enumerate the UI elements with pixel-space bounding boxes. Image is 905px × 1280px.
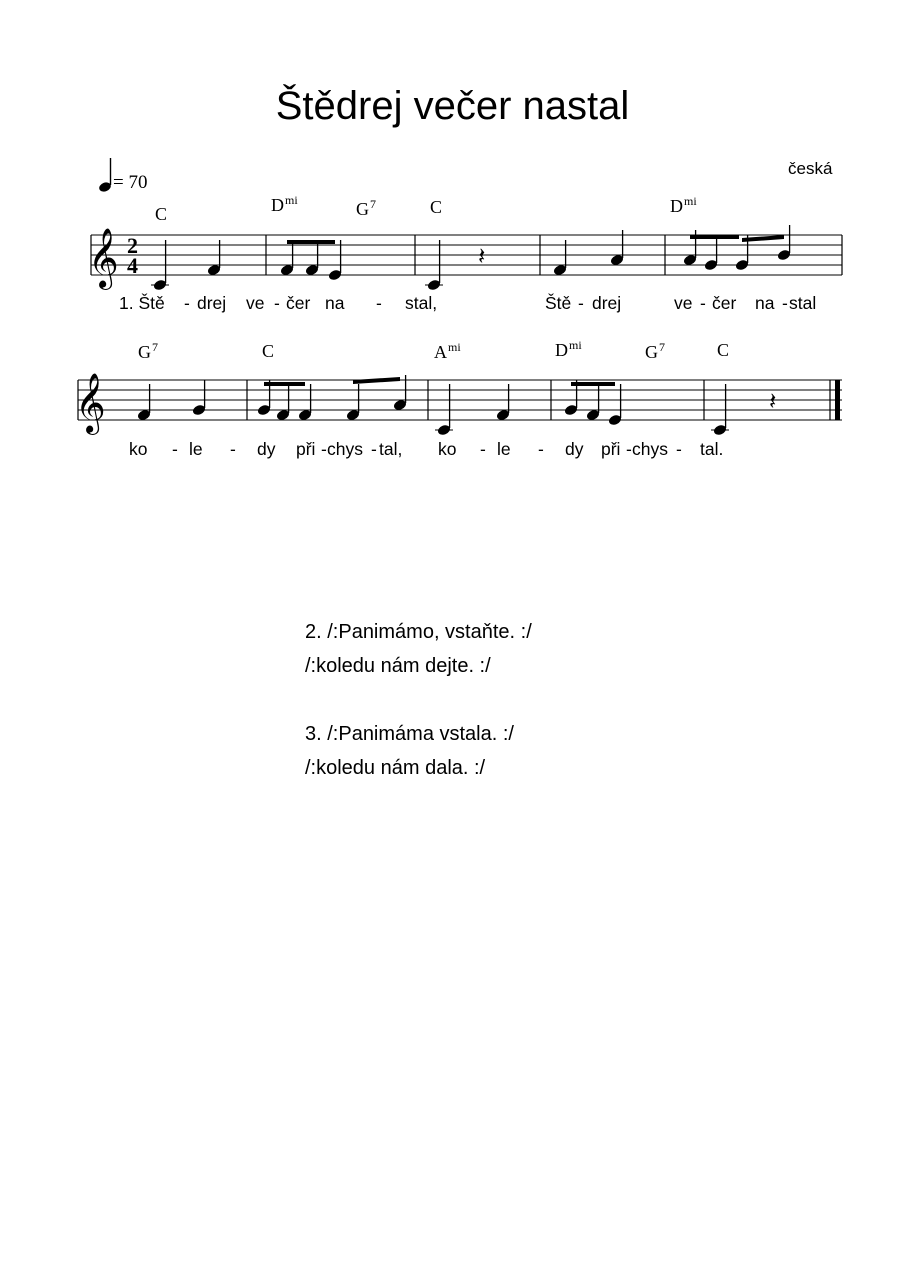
chord-symbol: $G^7$ [138,340,158,362]
lyric-hyphen: - [578,293,584,313]
lyric-syllable: dy [257,439,276,459]
quarter-note-icon [777,225,792,261]
lyric-syllable: tal, [379,439,403,459]
lyric-syllable: chys [327,439,363,459]
lyric-syllable: na [755,293,775,313]
lyric-hyphen: - [538,439,544,459]
lyric-hyphen: - [626,439,632,459]
sheet-music [0,0,905,560]
notes [137,225,792,436]
lyric-syllable: stal [789,293,817,313]
lyric-hyphen: - [376,293,382,313]
staff-lines-1 [91,235,842,275]
verse-3-line-1: 3. /:Panimáma vstala. :/ [305,723,514,745]
lyric-hyphen: - [782,293,788,313]
chord-symbol: $G^7$ [356,197,376,219]
chord-symbol: $A^{mi}$ [434,340,461,362]
lyric-hyphen: - [274,293,280,313]
song-title: Štědrej večer nastal [275,84,630,128]
chord-symbol: $D^{mi}$ [271,193,298,215]
lyric-syllable: dy [565,439,584,459]
lyric-syllable: drej [197,293,227,313]
final-barline [835,380,840,420]
tempo-quarter-note-icon [98,158,112,193]
lyric-hyphen: - [480,439,486,459]
treble-clef-icon: 𝄞 [88,228,119,288]
staff-lines-2 [78,380,842,420]
chord-symbol: C [262,341,275,361]
treble-clef-icon: 𝄞 [75,373,106,433]
chord-symbol: $D^{mi}$ [670,194,697,216]
quarter-note-icon [328,240,343,281]
lyric-syllable: le [189,439,203,459]
lyric-syllable: čer [286,293,311,313]
tempo-marking: = 70 [113,172,148,193]
chord-symbol: $D^{mi}$ [555,338,582,360]
lyric-syllable: čer [712,293,737,313]
time-signature-top: 2 [127,233,138,258]
lyric-syllable: le [497,439,511,459]
lyric-hyphen: - [676,439,682,459]
lyric-syllable: na [325,293,345,313]
lyric-syllable: stal, [405,293,438,313]
time-signature-bottom: 4 [127,253,138,278]
lyric-syllable: ko [438,439,457,459]
lyric-syllable: ve [246,293,265,313]
chord-symbol: $G^7$ [645,340,665,362]
lyric-syllable: drej [592,293,622,313]
lyric-syllable: Ště [545,293,572,313]
lyric-hyphen: - [230,439,236,459]
lyric-syllable: chys [632,439,668,459]
chord-symbol: C [717,340,730,360]
lyric-syllable: při [601,439,621,459]
quarter-rest-icon: 𝄽 [769,387,777,415]
lyric-hyphen: - [700,293,706,313]
composer-credit: česká [788,159,833,178]
lyric-hyphen: - [172,439,178,459]
lyric-hyphen: - [371,439,377,459]
rests [478,242,776,415]
lyric-syllable: tal. [700,439,724,459]
staff-system-2 [75,373,842,435]
quarter-note-icon [192,380,207,416]
quarter-note-icon [427,240,442,291]
lyric-syllable: ko [129,439,148,459]
quarter-rest-icon: 𝄽 [478,242,486,270]
verse-2-line-1: 2. /:Panimámo, vstaňte. :/ [305,621,532,643]
quarter-note-icon [153,240,168,291]
quarter-note-icon [704,235,719,271]
lyric-syllable: při [296,439,316,459]
chord-symbol: C [155,204,168,224]
chord-symbol: C [430,197,443,217]
verse-2-line-2: /:koledu nám dejte. :/ [305,655,491,677]
verse-3-line-2: /:koledu nám dala. :/ [305,757,486,779]
lyric-syllable: ve [674,293,693,313]
lyric-syllable: 1. Ště [119,293,165,313]
lyric-hyphen: - [321,439,327,459]
lyric-hyphen: - [184,293,190,313]
